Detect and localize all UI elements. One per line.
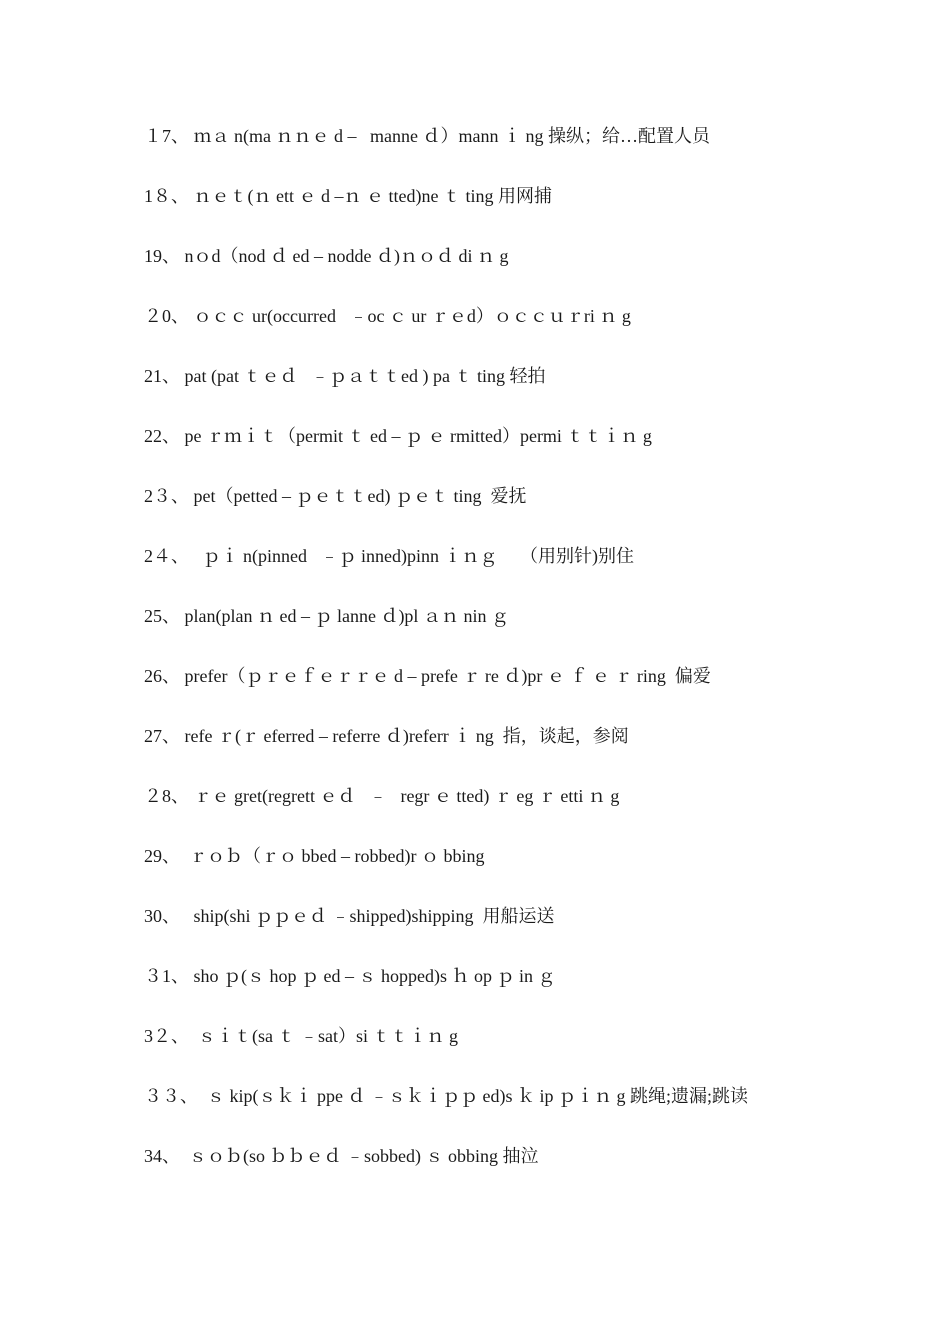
list-item: 34、 ｓｏｂ(so ｂｂｅｄ ﹣sobbed) ｓ obbing 抽泣 — [144, 1146, 539, 1166]
list-item: 2３、 pet（petted – ｐｅｔｔed) ｐｅｔ ting 爱抚 — [144, 486, 527, 506]
list-item: 22、 pe ｒｍｉｔ（permit ｔ ed – ｐ ｅ rmitted）permi ｔｔｉｎ g — [144, 426, 652, 446]
list-item: 3２、 ｓｉｔ(sa ｔ ﹣sat）si ｔｔｉｎ g — [144, 1026, 458, 1046]
list-item: 1８、 ｎｅｔ(ｎ ett ｅ d –ｎ ｅ tted)ne ｔ ting 用网捕 — [144, 186, 552, 206]
list-item: ３1、 sho ｐ(ｓ hop ｐ ed – ｓ hopped)s ｈ op ｐ in ｇ — [144, 966, 556, 986]
list-item: １7、 ｍａ n(ma ｎｎｅ d – manne ｄ）mann ｉ ng 操纵；给…配置人员 — [144, 126, 710, 146]
list-item: ２8、 ｒｅ gret(regrett ｅｄ ﹣ regr ｅ tted) ｒ eg ｒ etti ｎ g — [144, 786, 620, 806]
list-item: ３３、 ｓ kip(ｓｋｉ ppe ｄ ﹣ｓｋｉｐｐ ed)s ｋ ip ｐｉｎ g 跳绳;遗漏;跳读 — [144, 1086, 748, 1106]
list-item: 30、 ship(shi ｐｐｅｄ ﹣shipped)shipping 用船运送 — [144, 906, 555, 926]
list-item: 21、 pat (pat ｔｅｄ ﹣ｐａｔｔed ) pa ｔ ting 轻拍 — [144, 366, 546, 386]
list-item: 29、 ｒｏｂ（ｒｏ bbed – robbed)r ｏ bbing — [144, 846, 485, 866]
list-item: 19、 nｏd（nod ｄ ed – nodde ｄ)ｎｏｄ di ｎ g — [144, 246, 509, 266]
vocabulary-list — [144, 122, 844, 1202]
list-item: 27、 refe ｒ(ｒ eferred – referre ｄ)referr ｉ ng 指，谈起，参阅 — [144, 726, 629, 746]
list-item: 26、 prefer（ｐｒｅｆｅｒｒｅ d – prefe ｒ re ｄ)pr ｅ ｆ ｅ ｒ ring 偏爱 — [144, 666, 711, 686]
list-item: ２0、 ｏｃｃ ur(occurred ﹣oc ｃ ur ｒｅd）ｏｃｃｕｒri ｎ g — [144, 306, 631, 326]
list-item: 25、 plan(plan ｎ ed – ｐ lanne ｄ)pl ａｎ nin ｇ — [144, 606, 509, 626]
list-item: 2４、 ｐｉ n(pinned ﹣ｐ inned)pinn ｉｎｇ （用别针)别住 — [144, 546, 634, 566]
